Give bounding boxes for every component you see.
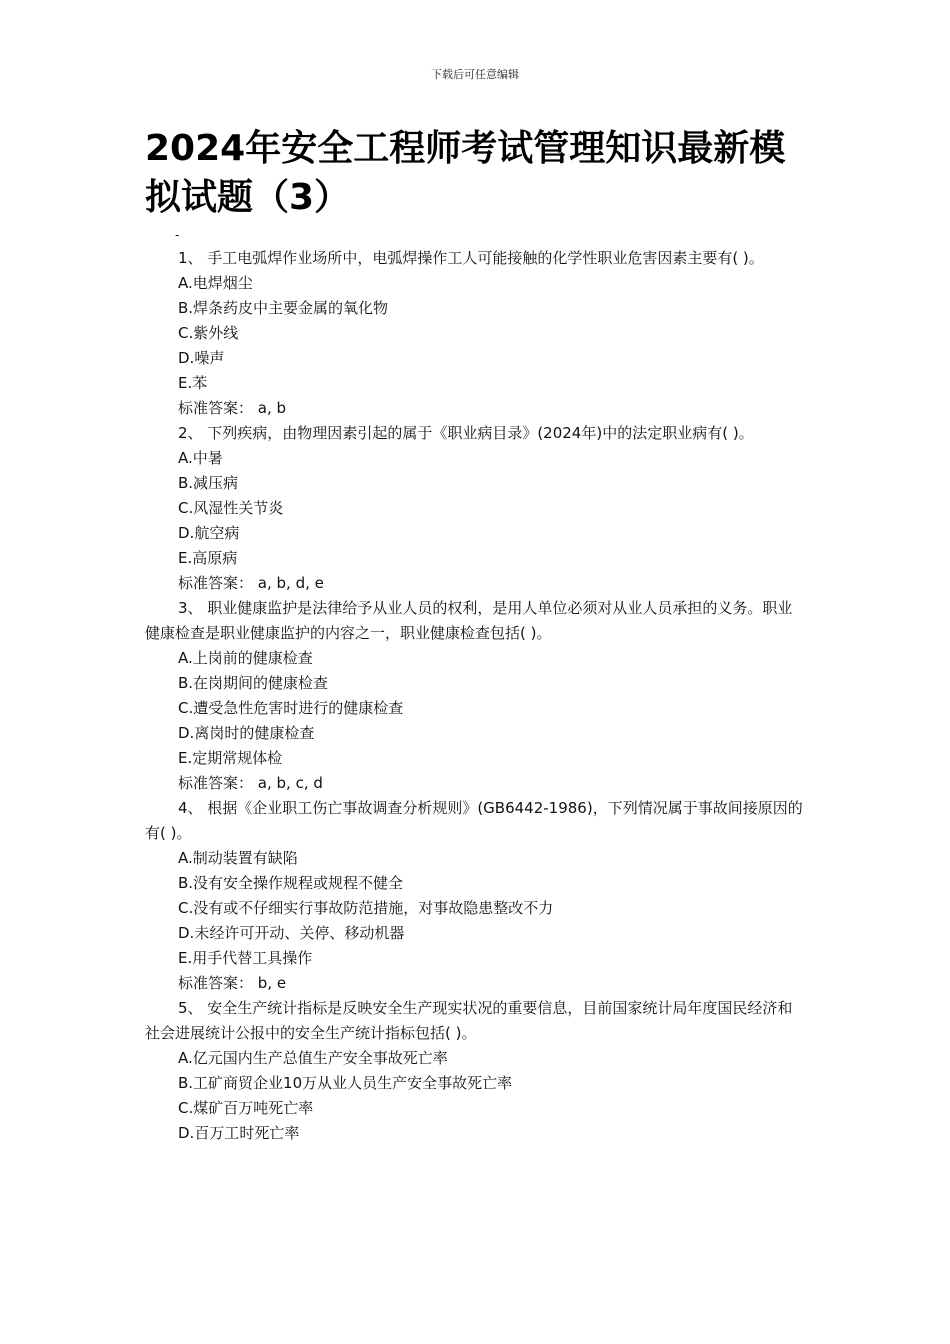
answer-value: a, b [257,399,287,417]
option-b: B.焊条药皮中主要金属的氧化物 [178,299,389,317]
question-block [145,246,805,421]
question-block [145,996,805,1146]
option-c: C.风湿性关节炎 [178,499,284,517]
option-d: D.百万工时死亡率 [178,1124,300,1142]
answer-label: 标准答案： [178,974,254,992]
option-e: E.高原病 [178,549,238,567]
answer-value: a, b, c, d [257,774,323,792]
option-b: B.在岗期间的健康检查 [178,674,329,692]
question-text: 5、 安全生产统计指标是反映安全生产现实状况的重要信息，目前国家统计局年度国民经济和社会进展统计公报中的安全生产统计指标包括( )。 [145,999,793,1042]
answer-label: 标准答案： [178,399,254,417]
document-title: 2024年安全工程师考试管理知识最新模拟试题（3） [145,128,786,218]
answer-label: 标准答案： [178,774,254,792]
document-body [145,224,805,1146]
option-c: C.没有或不仔细实行事故防范措施，对事故隐患整改不力 [178,899,554,917]
option-d: D.未经许可开动、关停、移动机器 [178,924,405,942]
question-text: 1、 手工电弧焊作业场所中，电弧焊操作工人可能接触的化学性职业危害因素主要有( )。 [178,249,764,267]
answer-line [145,771,805,796]
option-e: E.用手代替工具操作 [178,949,313,967]
option-b: B.没有安全操作规程或规程不健全 [178,874,404,892]
option-d: D.航空病 [178,524,240,542]
question-block [145,421,805,596]
question-block [145,796,805,996]
question-text: 4、 根据《企业职工伤亡事故调查分析规则》(GB6442-1986)，下列情况属于事故间接原因的有( )。 [145,799,803,842]
option-a: A.电焊烟尘 [178,274,253,292]
option-a: A.亿元国内生产总值生产安全事故死亡率 [178,1049,448,1067]
option-e: E.苯 [178,374,208,392]
answer-line [145,396,805,421]
option-a: A.制动装置有缺陷 [178,849,298,867]
answer-line [145,971,805,996]
answer-value: a, b, d, e [257,574,324,592]
answer-label: 标准答案： [178,574,254,592]
option-a: A.中暑 [178,449,223,467]
option-c: C.遭受急性危害时进行的健康检查 [178,699,404,717]
question-text: 3、 职业健康监护是法律给予从业人员的权利，是用人单位必须对从业人员承担的义务。职业健康检查是职业健康监护的内容之一，职业健康检查包括( )。 [145,599,793,642]
separator: - [175,228,180,242]
option-a: A.上岗前的健康检查 [178,649,313,667]
header-note: 下载后可任意编辑 [431,68,519,81]
question-block [145,596,805,796]
option-c: C.煤矿百万吨死亡率 [178,1099,314,1117]
option-b: B.减压病 [178,474,239,492]
option-d: D.离岗时的健康检查 [178,724,315,742]
question-text: 2、 下列疾病，由物理因素引起的属于《职业病目录》(2024年)中的法定职业病有( )。 [178,424,754,442]
answer-line [145,571,805,596]
option-c: C.紫外线 [178,324,239,342]
answer-value: b, e [257,974,287,992]
option-d: D.噪声 [178,349,225,367]
option-b: B.工矿商贸企业10万从业人员生产安全事故死亡率 [178,1074,513,1092]
option-e: E.定期常规体检 [178,749,283,767]
